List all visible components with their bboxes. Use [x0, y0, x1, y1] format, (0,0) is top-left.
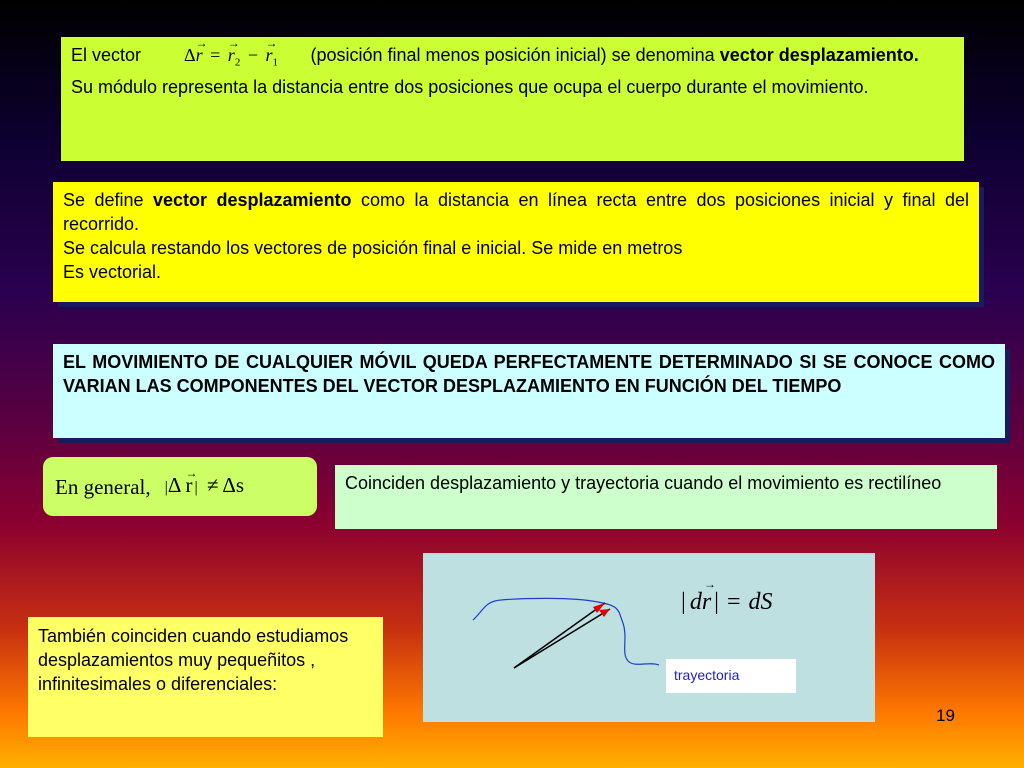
definition-box-vector [61, 37, 964, 161]
infinitesimal-note-box [28, 617, 383, 737]
rectilinear-note: Coinciden desplazamiento y trayectoria cuando el movimiento es rectilíneo [345, 473, 942, 493]
movement-statement-box [53, 344, 1005, 438]
page-number: 19 [936, 706, 955, 725]
differential-formula: | dr | = dS [681, 589, 773, 615]
inequality-formula: |Δ → r | ≠ Δs [165, 473, 244, 500]
calculation-line: Se calcula restando los vectores de posición final e inicial. Se mide en metros [63, 238, 683, 258]
bold-term: vector desplazamiento [153, 190, 352, 210]
trajectory-figure [423, 553, 875, 722]
definition-line: Se define vector desplazamiento como la distancia en línea recta entre dos posiciones inicial y final del recorrido. [63, 190, 970, 234]
definition-box-displacement [53, 182, 979, 302]
trajectory-label: trayectoria [666, 659, 796, 693]
displacement-formula: Δ→ r = → $r_2$ − → $r_1$ [184, 45, 282, 65]
trajectory-diagram [423, 553, 875, 722]
vectorial-line: Es vectorial. [63, 262, 162, 282]
middle-text: (posición final menos posición inicial) se denomina [310, 45, 720, 65]
arrowhead-2 [599, 609, 610, 617]
rectilinear-note-box [335, 465, 997, 529]
bold-term: vector desplazamiento. [719, 45, 919, 65]
intro-text: El vector [71, 45, 142, 65]
displacement-vector-1 [514, 603, 605, 668]
displacement-vector-2 [514, 609, 610, 668]
movement-statement: EL MOVIMIENTO DE CUALQUIER MÓVIL QUEDA PERFECTAMENTE DETERMINADO SI SE CONOCE COMO VARIAN LAS COMPONENTES DEL VECTOR DESPLAZAMIENTO EN FUNCIÓN DEL TIEMPO [63, 352, 995, 396]
infinitesimal-note: También coinciden cuando estudiamos desplazamientos muy pequeñitos , infinitesimales o diferenciales: [38, 626, 349, 694]
general-inequality-box [43, 457, 317, 516]
vector-arrow-mark: → [704, 577, 716, 591]
modulus-text: Su módulo representa la distancia entre dos posiciones que ocupa el cuerpo durante el movimiento. [71, 76, 869, 97]
general-label: En general, [55, 474, 151, 499]
